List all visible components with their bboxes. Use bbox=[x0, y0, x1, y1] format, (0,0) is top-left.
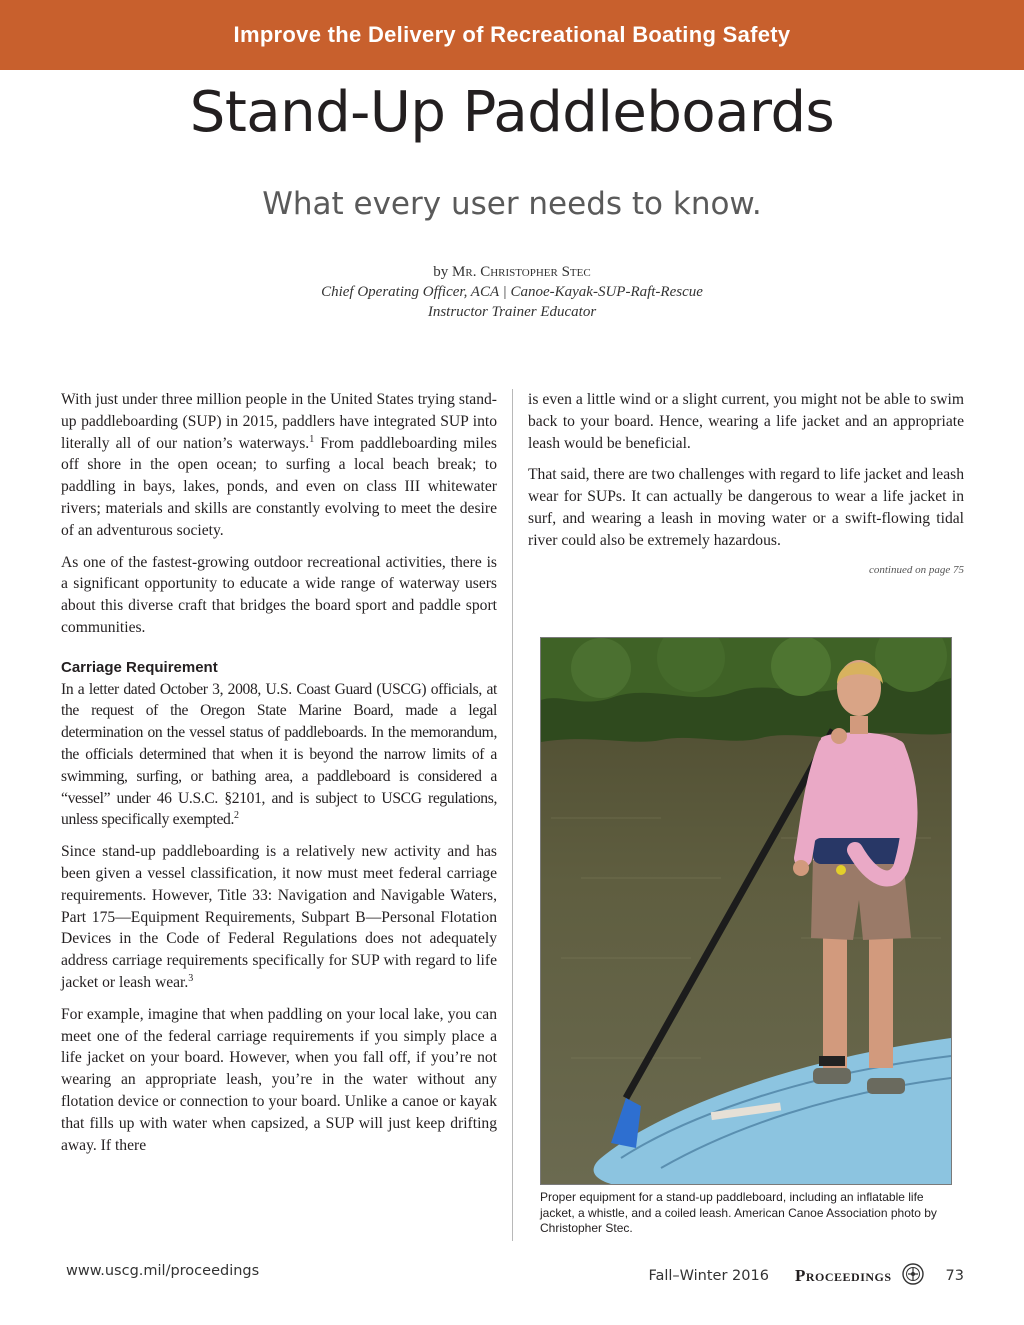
header-banner bbox=[0, 0, 1024, 70]
page-number: 73 bbox=[945, 1268, 964, 1284]
paddleboarder-photo-image bbox=[541, 638, 951, 1184]
author-name: Mr. Christopher Stec bbox=[452, 264, 591, 280]
continued-note: continued on page 75 bbox=[868, 563, 964, 576]
article-photo bbox=[540, 637, 952, 1185]
footnote-ref: 1 bbox=[309, 433, 315, 445]
footer-issue: Fall–Winter 2016 bbox=[648, 1268, 769, 1284]
footnote-ref: 2 bbox=[234, 810, 239, 822]
paragraph: Since stand-up paddleboarding is a relatively new activity and has been given a vessel classification, it now must meet federal carriage requirements. However, Title 33: Navigation and Navigable Waters, Part 175—Equipment Requirements, Subpart B—Personal Flotation Devices in the Code of Federal Regulations does not adequately address carriage requirements specifically for SUP with regard to life jacket or leash wear.$^3$ bbox=[61, 843, 497, 991]
paragraph: As one of the fastest-growing outdoor recreational activities, there is a significant opportunity to educate a wide range of waterway users about this diverse craft that bridges the board sport and paddle sport communities. bbox=[61, 553, 497, 636]
author-title-line-2: Instructor Trainer Educator bbox=[427, 304, 597, 320]
byline-prefix: by bbox=[433, 264, 453, 280]
paragraph: In a letter dated October 3, 2008, U.S. Coast Guard (USCG) officials, at the request of the Oregon State Marine Board, made a legal determination on the vessel status of paddleboards. In the memorandum, the officials determined that when it is beyond the narrow limits of a swimming, surfing, or bathing area, a paddleboard is considered a “vessel” under 46 U.S.C. §2101, and is subject to USCG regulations, unless specifically exempted.$^2$ bbox=[61, 680, 497, 829]
photo-caption: Proper equipment for a stand-up paddleboard, including an inflatable life jacket, a whistle, and a coiled leash. American Canoe Association photo by Christopher Stec. bbox=[540, 1190, 937, 1235]
column-divider bbox=[512, 389, 513, 1241]
paragraph: That said, there are two challenges with regard to life jacket and leash wear for SUPs. It can actually be dangerous to wear a life jacket in surf, and wearing a leash in moving water or a swift-flowing tidal river could also be extremely hazardous. bbox=[528, 466, 965, 549]
section-heading: Carriage Requirement bbox=[61, 658, 218, 676]
author-title-line-1: Chief Operating Officer, ACA | Canoe-Kayak-SUP-Raft-Rescue bbox=[321, 284, 703, 300]
left-column bbox=[61, 389, 497, 1166]
article-title: Stand-Up Paddleboards bbox=[189, 80, 835, 145]
byline bbox=[0, 262, 1024, 322]
footer-url: www.uscg.mil/proceedings bbox=[66, 1263, 260, 1279]
footer-right bbox=[648, 1263, 964, 1289]
footnote-ref: 3 bbox=[188, 972, 194, 984]
coast-guard-seal-icon bbox=[902, 1263, 924, 1289]
banner-text: Improve the Delivery of Recreational Boating Safety bbox=[233, 22, 791, 47]
right-column bbox=[528, 389, 964, 581]
article-subtitle: What every user needs to know. bbox=[262, 186, 762, 222]
paragraph: With just under three million people in the United States trying stand-up paddleboarding (SUP) in 2015, paddlers have integrated SUP into literally all of our nation’s waterways.$^1$ From paddleboarding miles off shore in the open ocean; to surfing a local beach break; to paddling in bays, lakes, ponds, and even on class III whitewater rivers; materials and skills are constantly evolving to meet the desire of an adventurous society. bbox=[61, 391, 497, 539]
footer-publication: Proceedings bbox=[794, 1266, 892, 1285]
paragraph: For example, imagine that when paddling on your local lake, you can meet one of the federal carriage requirements if you simply place a life jacket on your board. However, when you fall off, if you’re not wearing an appropriate leash, you’re in the water without any flotation device or connection to your board. Unlike a canoe or kayak that fills up with water when capsized, a SUP will just keep drifting away. If there bbox=[61, 1005, 497, 1154]
paragraph: is even a little wind or a slight current, you might not be able to swim back to your board. Hence, wearing a life jacket and an appropriate leash would be beneficial. bbox=[528, 391, 964, 452]
